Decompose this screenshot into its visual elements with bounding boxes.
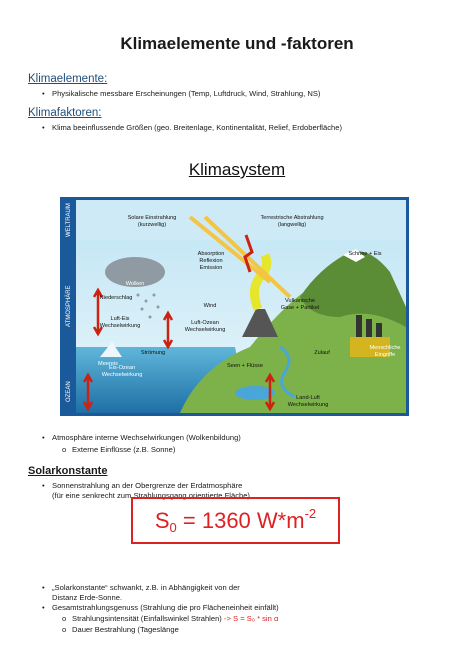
side-label-weltraum: WELTRAUM (66, 203, 72, 237)
label-absorption-1: Absorption (197, 251, 225, 257)
label-menschliche-2: Eingriffe (374, 352, 396, 358)
label-luft-ozean-1: Luft-Ozean (191, 320, 219, 326)
label-solar-2: (kurzwellig) (137, 222, 167, 228)
klimasystem-subbullet: o Externe Einflüsse (z.B. Sonne) (62, 445, 176, 454)
bullet-icon: • (42, 433, 45, 442)
label-eis-ozean-2: Wechselwirkung (101, 372, 143, 378)
label-luft-eis-1: Luft-Eis (110, 316, 130, 322)
label-absorption-3: Emission (199, 265, 223, 271)
side-label-ozean: OZEAN (66, 381, 72, 402)
side-label-atmosphaere: ATMOSPHÄRE (66, 285, 72, 327)
klimasystem-bullet: • Atmosphäre interne Wechselwirkungen (Wolkenbildung) (42, 433, 241, 442)
formula: $S_0 = 1360$ $W*m^{-2}$ (154, 506, 317, 535)
page-title: Klimaelemente und -faktoren (120, 34, 354, 53)
circle-bullet-icon: o (62, 614, 67, 623)
label-meereis: Meereis (98, 361, 118, 367)
lower-subbullet: o Dauer Bestrahlung (Tageslänge (62, 625, 179, 634)
bullet-icon: • (42, 89, 45, 98)
label-land-luft-1: Land-Luft (296, 395, 320, 401)
label-luft-eis-2: Wechselwirkung (99, 323, 141, 329)
label-stroemung: Strömung (140, 350, 166, 356)
bullet-icon: • (42, 123, 45, 132)
lower-bullet-cont: Distanz Erde-Sonne. (52, 593, 123, 602)
lower-bullet: • „Solarkonstante“ schwankt, z.B. in Abhängigkeit von der (42, 583, 240, 592)
space-area (76, 200, 406, 240)
label-absorption-2: Reflexion (199, 258, 223, 264)
klimaelemente-heading: Klimaelemente: (28, 73, 108, 85)
label-niederschlag: Niederschlag (99, 295, 133, 301)
label-vulkan-2: Gase + Partikel (280, 305, 320, 311)
label-wind: Wind (203, 303, 217, 309)
klimafaktoren-heading: Klimafaktoren: (28, 107, 102, 119)
label-terrestrial-1: Terrestrische Abstrahlung (260, 215, 324, 221)
lower-bullet: • Gesamtstrahlungsgenuss (Strahlung die pro Flächeneinheit einfällt) (42, 603, 279, 612)
klimasystem-diagram (60, 197, 409, 416)
label-vulkan-1: Vulkanische (285, 298, 315, 304)
label-schnee: Schnee + Eis (348, 251, 382, 257)
lower-subbullet: o Strahlungsintensität (Einfallswinkel Strahlen) -> S = S₀ * sin α (62, 614, 279, 623)
label-wolken: Wolken (125, 281, 145, 287)
bullet-icon: • (42, 603, 45, 612)
label-land-luft-2: Wechselwirkung (287, 402, 329, 408)
solarkonstante-bullet: • Sonnenstrahlung an der Obergrenze der Erdatmosphäre (42, 481, 243, 490)
klimaelemente-item: • Physikalische messbare Erscheinungen (Temp, Luftdruck, Wind, Strahlung, NS) (42, 89, 321, 98)
label-zulauf: Zulauf (314, 350, 330, 356)
label-terrestrial-2: (langwellig) (277, 222, 307, 228)
bullet-icon: • (42, 583, 45, 592)
label-menschliche-1: Menschliche (369, 345, 401, 351)
formula-box (131, 497, 340, 544)
solarkonstante-heading: Solarkonstante (28, 465, 108, 477)
klimasystem-heading: Klimasystem (188, 160, 286, 179)
label-eis-ozean-1: Eis-Ozean (108, 365, 136, 371)
circle-bullet-icon: o (62, 625, 67, 634)
circle-bullet-icon: o (62, 445, 67, 454)
klimafaktoren-item: • Klima beeinflussende Größen (geo. Breitenlage, Kontinentalität, Relief, Erdoberfläche) (42, 123, 342, 132)
label-luft-ozean-2: Wechselwirkung (184, 327, 226, 333)
label-seen: Seen + Flüsse (227, 363, 263, 369)
label-solar-1: Solare Einstrahlung (127, 215, 177, 221)
bullet-icon: • (42, 481, 45, 490)
solarkonstante-bullet-cont: (für eine senkrecht zum Strahlungsgang orientierte Fläche) (52, 491, 250, 500)
